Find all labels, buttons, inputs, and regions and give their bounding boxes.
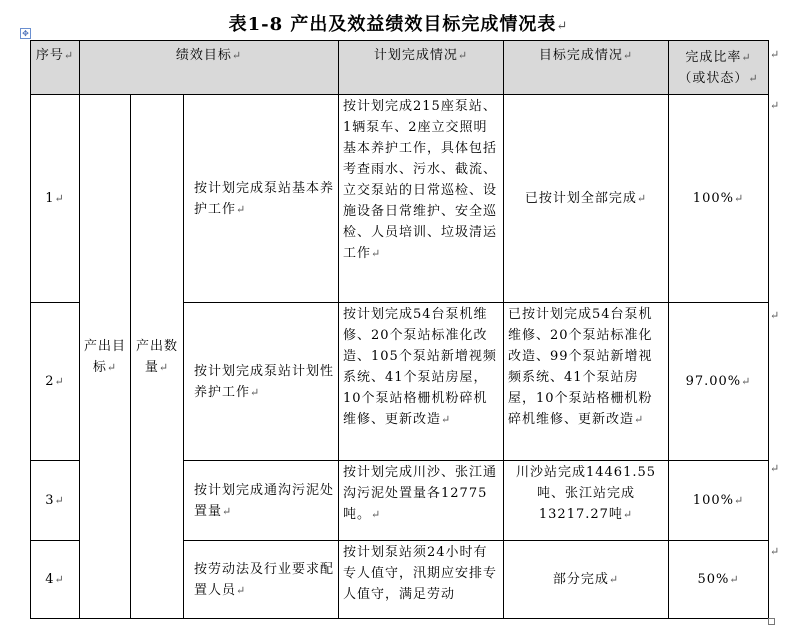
row-seq: 3↵ <box>31 461 80 541</box>
header-goal: 绩效目标↵ <box>80 41 339 95</box>
group-output-target: 产出目标↵ <box>80 95 131 619</box>
row-ratio: 100%↵ <box>669 461 769 541</box>
header-plan: 计划完成情况↵ <box>339 41 504 95</box>
row-goal: 按计划完成泵站计划性养护工作↵ <box>184 303 339 461</box>
table-row <box>31 95 769 303</box>
group-output-quantity: 产出数量↵ <box>131 95 184 619</box>
row-plan: 按计划完成川沙、张江通沟污泥处置量各12775吨。↵ <box>339 461 504 541</box>
end-of-row-mark: ↵ <box>770 309 780 322</box>
row-ratio: 50%↵ <box>669 541 769 619</box>
row-goal: 按计划完成泵站基本养护工作↵ <box>184 95 339 303</box>
header-row <box>31 41 769 95</box>
row-target: 已按计划全部完成↵ <box>504 95 669 303</box>
row-seq: 2↵ <box>31 303 80 461</box>
row-target: 川沙站完成14461.55吨、张江站完成13217.27吨↵ <box>504 461 669 541</box>
row-seq: 4↵ <box>31 541 80 619</box>
row-seq: 1↵ <box>31 95 80 303</box>
row-target: 已按计划完成54台泵机维修、20个泵站标准化改造、99个泵站新增视频系统、41个泵站房屋，10个泵站格栅机粉碎机维修、更新改造↵ <box>504 303 669 461</box>
header-seq: 序号↵ <box>31 41 80 95</box>
row-plan: 按计划完成215座泵站、1辆泵车、2座立交照明基本养护工作，具体包括考查雨水、污水、截流、立交泵站的日常巡检、设施设备日常维护、安全巡检、人员培训、垃圾清运工作↵ <box>339 95 504 303</box>
end-of-row-mark: ↵ <box>770 462 780 475</box>
end-of-row-mark: ↵ <box>770 545 780 558</box>
table-move-handle-icon[interactable]: ✥ <box>20 28 31 39</box>
row-target: 部分完成↵ <box>504 541 669 619</box>
performance-table <box>30 40 769 619</box>
header-target: 目标完成情况↵ <box>504 41 669 95</box>
row-goal: 按计划完成通沟污泥处置量↵ <box>184 461 339 541</box>
page-title: 表1-8 产出及效益绩效目标完成情况表↵ <box>228 14 569 35</box>
header-ratio: 完成比率↵ （或状态）↵ <box>669 41 769 95</box>
end-of-row-mark: ↵ <box>770 48 780 61</box>
row-ratio: 97.00%↵ <box>669 303 769 461</box>
row-goal: 按劳动法及行业要求配置人员↵ <box>184 541 339 619</box>
end-of-row-mark: ↵ <box>770 99 780 112</box>
row-ratio: 100%↵ <box>669 95 769 303</box>
row-plan: 按计划完成54台泵机维修、20个泵站标准化改造、105个泵站新增视频系统、41个泵站房屋，10个泵站格栅机粉碎机维修、更新改造↵ <box>339 303 504 461</box>
row-plan: 按计划泵站须24小时有专人值守，汛期应安排专人值守，满足劳动 <box>339 541 504 619</box>
table-resize-handle-icon[interactable] <box>768 618 775 625</box>
